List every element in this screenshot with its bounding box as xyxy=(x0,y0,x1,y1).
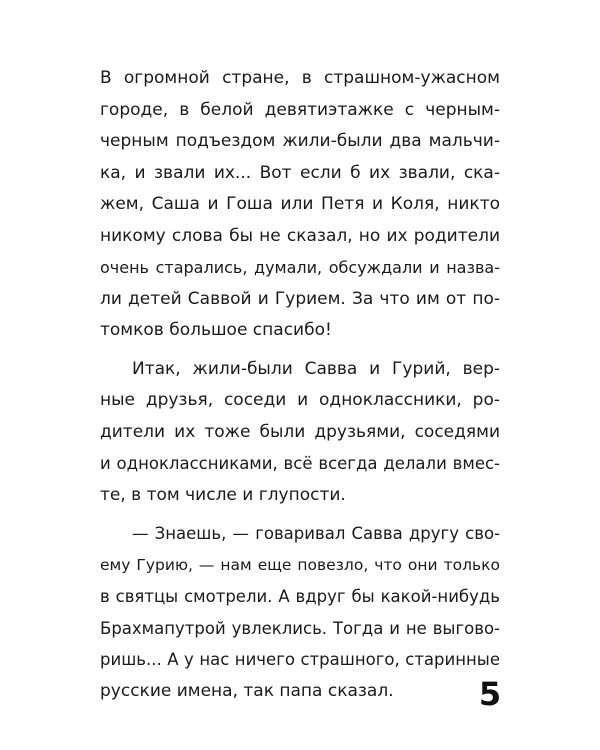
text-line: ему Гурию, — нам еще повезло, что они только xyxy=(100,555,500,574)
text-line: и одноклассниками, всё всегда делали вмес- xyxy=(100,454,500,473)
text-line: — Знаешь, — говаривал Савва другу сво- xyxy=(132,524,500,543)
page-number: 5 xyxy=(478,675,502,713)
text-line: черным подъездом жили-были два мальчи- xyxy=(100,131,500,151)
text-line: ли детей Саввой и Гурием. За что им от по- xyxy=(100,288,500,309)
paragraph-gap xyxy=(100,511,500,518)
text-line: ка, и звали их... Вот если б их звали, ска- xyxy=(100,162,500,183)
body-text xyxy=(100,63,500,707)
text-line: Брахмапутрой увлеклись. Тогда и не выгово- xyxy=(100,618,500,638)
paragraph-1 xyxy=(100,63,500,347)
text-line: очень старались, думали, обсуждали и назва- xyxy=(100,258,500,277)
text-line: томков большое спасибо! xyxy=(100,320,332,340)
text-line: ные друзья, соседи и одноклассники, ро- xyxy=(100,390,500,410)
text-line: городе, в белой девятиэтажке с черным- xyxy=(100,99,500,120)
text-line: жем, Саша и Гоша или Петя и Коля, никто xyxy=(100,194,500,214)
text-line: дители их тоже были друзьями, соседями xyxy=(100,421,500,442)
text-line: те, в том числе и глупости. xyxy=(100,484,346,505)
text-line: Итак, жили-были Савва и Гурий, вер- xyxy=(132,358,500,379)
paragraph-gap xyxy=(100,347,500,354)
paragraph-3 xyxy=(100,518,500,707)
text-line: в святцы смотрели. А вдруг бы какой-нибудь xyxy=(100,587,500,606)
text-line: ришь... А у нас ничего страшного, старинные xyxy=(100,650,500,669)
text-line: русские имена, так папа сказал. xyxy=(100,680,394,701)
text-line: В огромной стране, в страшном-ужасном xyxy=(100,68,500,88)
paragraph-2 xyxy=(100,354,500,512)
text-line: никому слова бы не сказал, но их родители xyxy=(100,225,500,246)
